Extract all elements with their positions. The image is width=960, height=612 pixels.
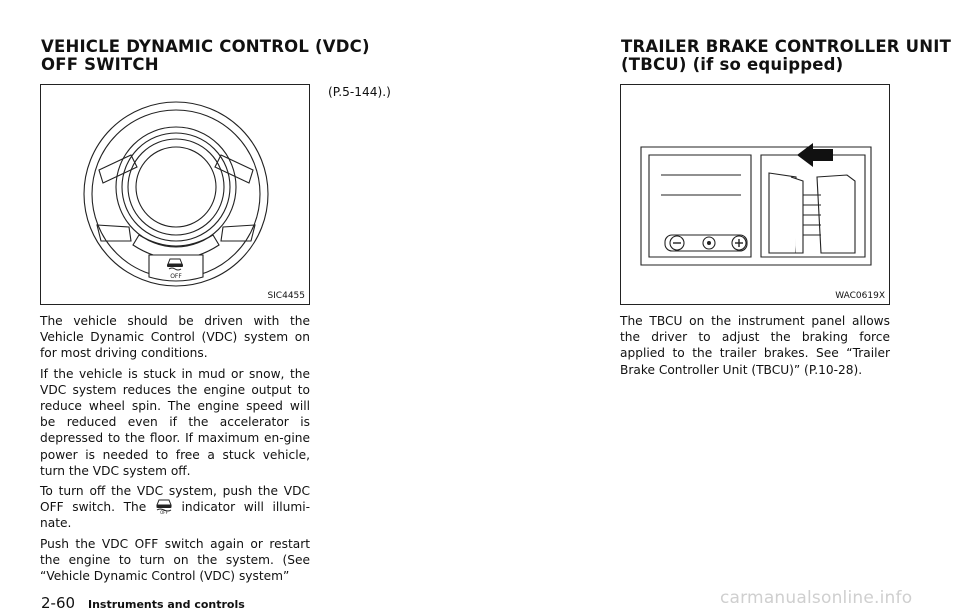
tbcu-figure-code: WAC0619X: [835, 291, 885, 301]
vdc-switch-figure: [40, 84, 310, 305]
tbcu-paragraph: The TBCU on the instrument panel allows the driver to adjust the braking force applied to the trailer brakes. See “Trailer Brake Controller Unit (TBCU)” (P.10-28).: [620, 314, 890, 377]
vdc-off-label: OFF: [170, 273, 182, 280]
watermark-text: carmanualsonline.info: [720, 588, 913, 608]
vdc-paragraph-4: Push the VDC OFF switch again or restart the engine to turn on the system. (See “Vehicle Dynamic Control (VDC) system”: [40, 536, 310, 584]
tbcu-heading-line1: TRAILER BRAKE CONTROLLER UNIT: [621, 37, 952, 56]
vdc-off-indicator-icon: [156, 499, 172, 514]
middle-column-text: [328, 84, 598, 104]
vdc-figure-code: SIC4455: [267, 291, 305, 301]
vdc-heading: [41, 38, 370, 74]
tbcu-figure: [620, 84, 890, 305]
tbcu-body-text: [620, 313, 890, 382]
tbcu-minus-button: [670, 236, 684, 250]
vdc-paragraph-1: The vehicle should be driven with the Vehicle Dynamic Control (VDC) system on for most driving conditions.: [40, 314, 310, 361]
vdc-heading-line2: OFF SWITCH: [41, 55, 159, 74]
vdc-body-text: [40, 313, 310, 588]
vdc-paragraph-3: [40, 483, 310, 532]
section-title: Instruments and controls: [88, 598, 245, 611]
vdc-paragraph-3-before: To turn off the VDC system, push the VDC OFF switch. The: [40, 484, 310, 515]
tbcu-panel-illustration: [621, 85, 889, 304]
tbcu-plus-button: [732, 236, 746, 250]
vdc-paragraph-3-after: indicator will illumi-nate.: [40, 500, 311, 531]
page-number: 2-60: [41, 594, 76, 612]
tbcu-slider-lever: [769, 173, 855, 253]
svg-text:OFF: OFF: [160, 510, 168, 515]
vdc-paragraph-2: If the vehicle is stuck in mud or snow, the VDC system reduces the engine output to reduce wheel spin. The engine speed will be reduced even if the accelerator is depressed to the floor. If maximum en-gine power is needed to free a stuck vehicle, turn the VDC system off.: [40, 366, 310, 478]
tbcu-center-button: [703, 237, 715, 249]
tbcu-heading: [621, 38, 951, 74]
vdc-heading-line1: VEHICLE DYNAMIC CONTROL (VDC): [41, 37, 370, 56]
vdc-steering-wheel-illustration: [41, 85, 309, 304]
vdc-off-button-shape: [149, 255, 203, 281]
tbcu-heading-line2: (TBCU) (if so equipped): [621, 55, 844, 74]
continued-reference: (P.5-144).): [328, 85, 391, 99]
